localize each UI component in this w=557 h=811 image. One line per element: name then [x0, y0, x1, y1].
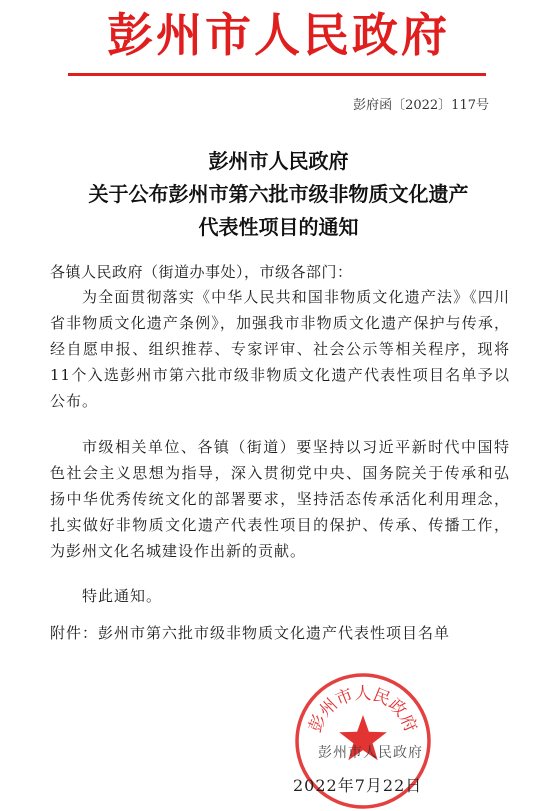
title-line-3: 代表性项目的通知 — [198, 215, 359, 239]
title-line-1: 彭州市人民政府 — [208, 149, 349, 173]
paragraph-2: 市级相关单位、各镇（街道）要坚持以习近平新时代中国特色社会主义思想为指导，深入贯彻党中央、国务院关于传承和弘扬中华优秀传统文化的部署要求，坚持活态传承活化利用理念，扎实做好非物质文化遗产代表性项目的保护、传承、传播工作，为彭州文化名城建设作出新的贡献。 — [50, 438, 510, 560]
paragraph-closing: 特此通知。 — [82, 587, 163, 605]
title-line-2: 关于公布彭州市第六批市级非物质文化遗产 — [88, 182, 469, 206]
red-divider — [68, 73, 486, 76]
paragraph-1: 为全面贯彻落实《中华人民共和国非物质文化遗产法》《四川省非物质文化遗产条例》，加强我市非物质文化遗产保护与传承，经自愿申报、组织推荐、专家评审、社会公示等相关程序，现将11个入选彭州市第六批市级非物质文化遗产代表性项目名单予以公布。 — [50, 288, 510, 410]
issue-date: 2022年7月22日 — [293, 776, 423, 795]
issuer-name: 彭州市人民政府 — [318, 745, 423, 761]
addressee: 各镇人民政府（街道办事处），市级各部门： — [50, 263, 353, 281]
seal-text: 彭州市人民政府 — [305, 684, 421, 736]
document-number: 彭府函〔2022〕117号 — [353, 98, 489, 113]
masthead: 彭州市人民政府 — [107, 8, 450, 62]
attachment-line: 附件：彭州市第六批市级非物质文化遗产代表性项目名单 — [50, 624, 451, 642]
